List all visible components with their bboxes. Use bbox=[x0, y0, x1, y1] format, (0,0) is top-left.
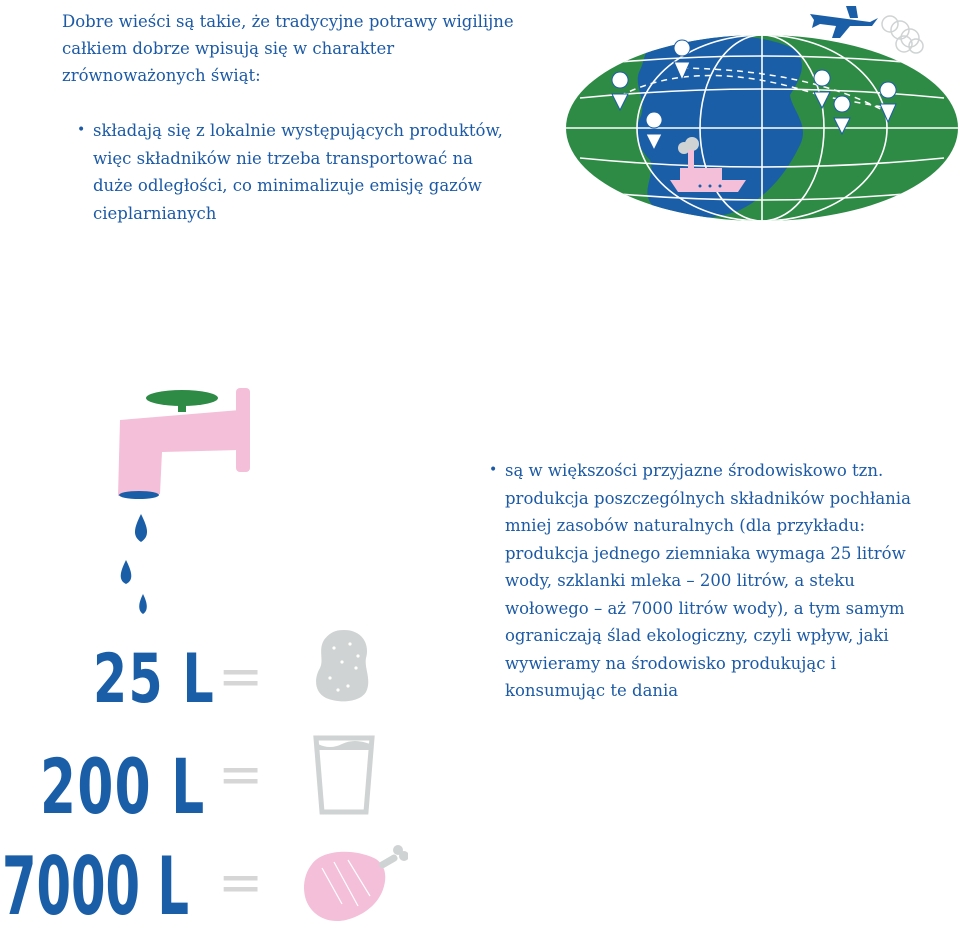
bullet-transport: • składają się z lokalnie występujących produktów, więc składników nie trzeba transportować na duże odległości, co minimalizuje emisję gazów cieplarnianych bbox=[93, 117, 513, 227]
airplane-icon bbox=[810, 6, 878, 38]
amount-milk: 200 L bbox=[40, 742, 206, 831]
glass-of-milk-icon bbox=[312, 734, 376, 816]
intro-text: Dobre wieści są takie, że tradycyjne potrawy wigilijne całkiem dobrze wpisują się w charakter zrównoważonych świąt: bbox=[62, 12, 514, 85]
water-drop-icon bbox=[121, 514, 147, 614]
potato-icon bbox=[312, 628, 374, 704]
equals-sign: = bbox=[218, 851, 264, 914]
amount-steak: 7000 L bbox=[2, 840, 189, 933]
globe-illustration bbox=[560, 0, 960, 230]
bullet-list-environment bbox=[505, 457, 925, 705]
equals-sign: = bbox=[218, 743, 264, 806]
equals-sign: = bbox=[218, 645, 264, 708]
bullet-list-transport bbox=[93, 117, 513, 227]
steak-icon bbox=[302, 844, 408, 924]
bullet-environment: • są w większości przyjazne środowiskowo tzn. produkcja poszczególnych składników pochłania mniej zasobów naturalnych (dla przykładu: produkcja jednego ziemniaka wymaga 25 litrów wody, szklanki mleka – 200 litrów, a steku wołowego – aż 7000 litrów wody), a tym samym ograniczają ślad ekologiczny, czyli wpływ, jaki wywieramy na środowisko produkując i konsumując te dania bbox=[505, 457, 925, 705]
cloud-trail-icon bbox=[882, 16, 923, 53]
amount-potato: 25 L bbox=[93, 640, 216, 719]
water-tap-icon bbox=[0, 380, 270, 630]
